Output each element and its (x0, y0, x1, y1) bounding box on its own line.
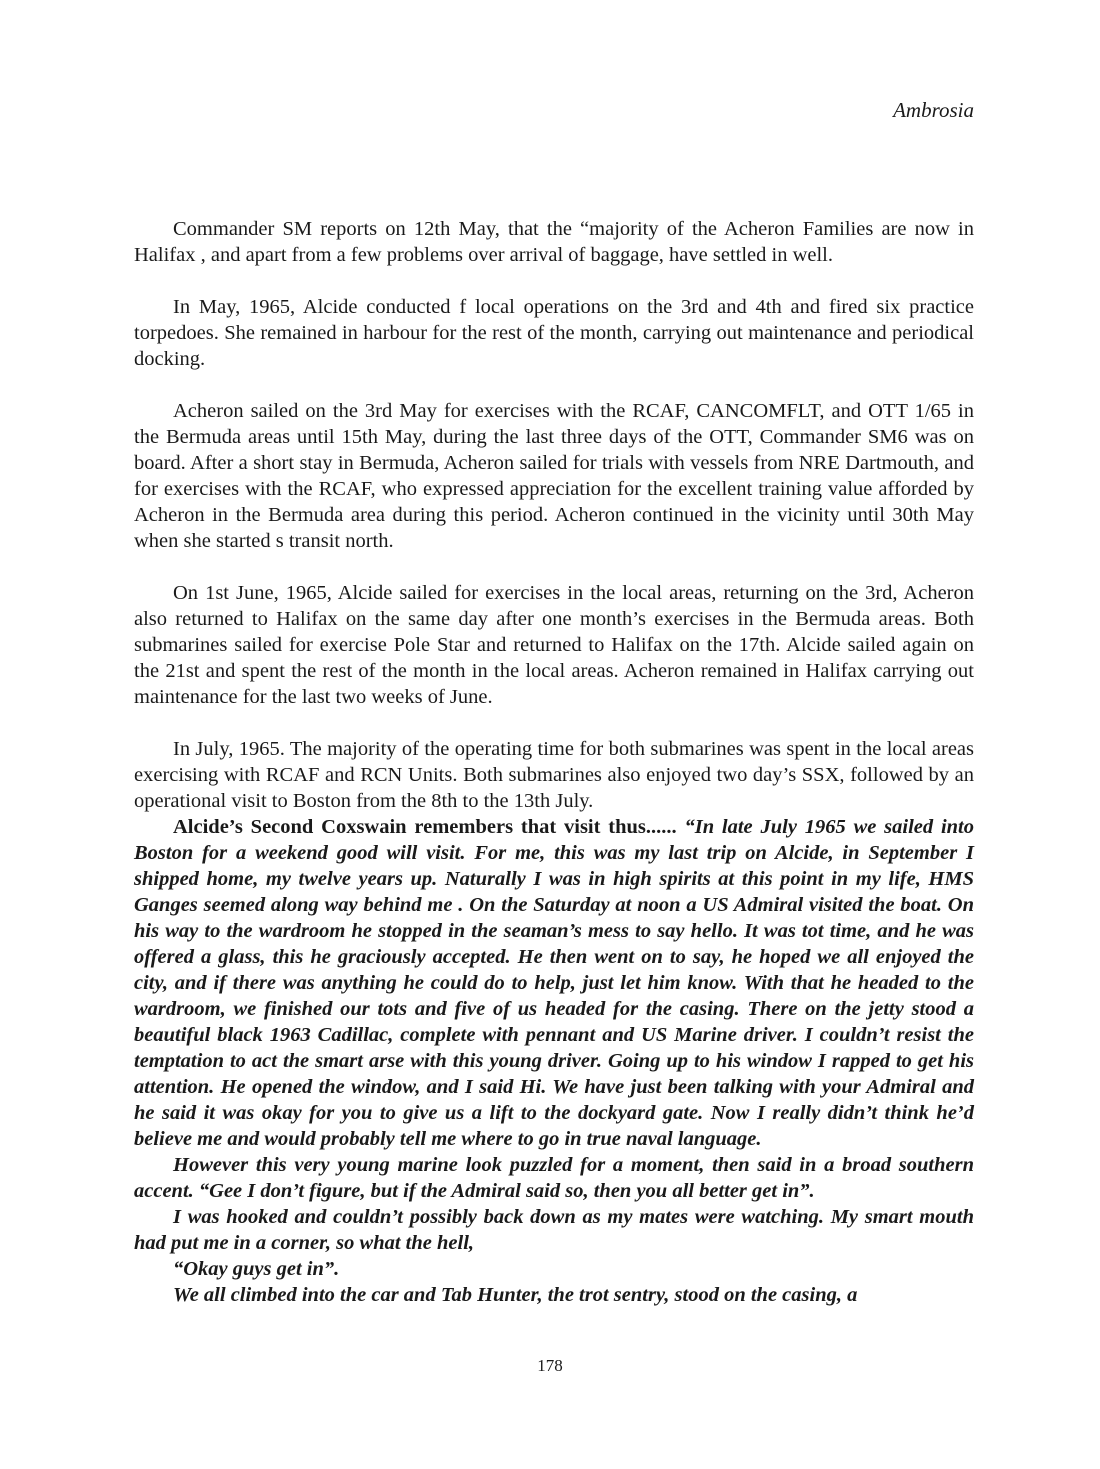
coxswain-story (134, 814, 974, 1308)
story-paragraph-climbed: We all climbed into the car and Tab Hunter, the trot sentry, stood on the casing, a (173, 1284, 858, 1306)
paragraph-june: On 1st June, 1965, Alcide sailed for exercises in the local areas, returning on the 3rd, Acheron also returned to Halifax on the same day after one month’s exercises in the Bermuda areas. Both submarines sailed for exercise Pole Star and returned to Halifax on the 17th. Alcide sailed again on the 21st and spent the rest of the month in the local areas. Acheron remained in Halifax carrying out maintenance for the last two weeks of June. (134, 582, 974, 708)
story-lead: Alcide’s Second Coxswain remembers that visit thus...... (173, 816, 677, 838)
paragraph-may-acheron: Acheron sailed on the 3rd May for exercises with the RCAF, CANCOMFLT, and OTT 1/65 in the Bermuda areas until 15th May, during the last three days of the OTT, Commander SM6 was on board. After a short stay in Bermuda, Acheron sailed for trials with vessels from NRE Dartmouth, and for exercises with the RCAF, who expressed appreciation for the excellent training value afforded by Acheron in the Bermuda area during this period. Acheron continued in the vicinity until 30th May when she started s transit north. (134, 400, 974, 552)
paragraph-families-halifax: Commander SM reports on 12th May, that the “majority of the Acheron Families are now in Halifax , and apart from a few problems over arrival of baggage, have settled in well. (134, 218, 974, 266)
story-paragraph-okay: “Okay guys get in”. (173, 1258, 340, 1280)
body-text (134, 216, 974, 1308)
page-number: 178 (537, 1356, 563, 1375)
story-paragraph-marine: However this very young marine look puzzled for a moment, then said in a broad southern accent. “Gee I don’t figure, but if the Admiral said so, then you all better get in”. (134, 1154, 974, 1202)
running-header-title: Ambrosia (893, 98, 974, 122)
paragraph-july: In July, 1965. The majority of the operating time for both submarines was spent in the local areas exercising with RCAF and RCN Units. Both submarines also enjoyed two day’s SSX, followed by an operational visit to Boston from the 8th to the 13th July. (134, 738, 974, 812)
story-paragraph-hooked: I was hooked and couldn’t possibly back down as my mates were watching. My smart mouth had put me in a corner, so what the hell, (134, 1206, 974, 1254)
story-opening-paragraph (134, 814, 974, 1152)
story-quote: “In late July 1965 we sailed into Boston for a weekend good will visit. For me, this was my last trip on Alcide, in September I shipped home, my twelve years up. Naturally I was in high spirits at this point in my life, HMS Ganges seemed along way behind me . On the Saturday at noon a US Admiral visited the boat. On his way to the wardroom he stopped in the seaman’s mess to say hello. It was tot time, and he was offered a glass, this he graciously accepted. He then went on to say, he hoped we all enjoyed the city, and if there was anything he could do to help, just let him know. With that he headed to the wardroom, we finished our tots and five of us headed for the casing. There on the jetty stood a beautiful black 1963 Cadillac, complete with pennant and US Marine driver. I couldn’t resist the temptation to act the smart arse with this young driver. Going up to his window I rapped to get his attention. He opened the window, and I said Hi. We have just been talking with your Admiral and he said it was okay for you to give us a lift to the dockyard gate. Now I really didn’t think he’d believe me and would probably tell me where to go in true naval language. (134, 816, 975, 1150)
paragraph-may-alcide: In May, 1965, Alcide conducted f local operations on the 3rd and 4th and fired six practice torpedoes. She remained in harbour for the rest of the month, carrying out maintenance and periodical docking. (134, 296, 974, 370)
